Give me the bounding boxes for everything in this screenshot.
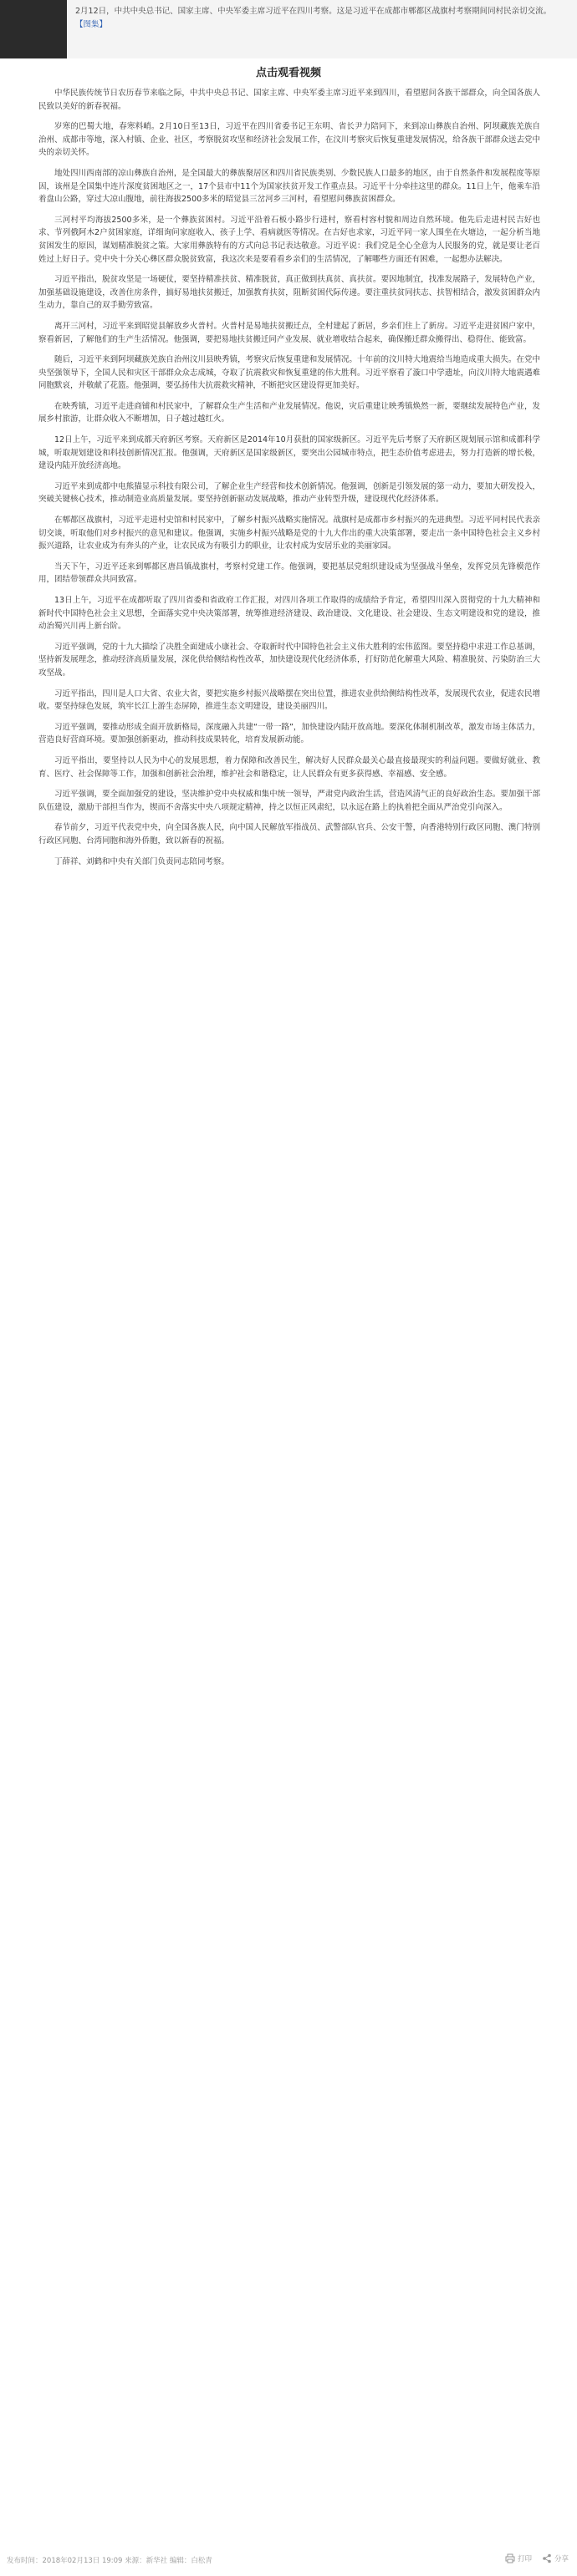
- share-button[interactable]: [542, 2553, 569, 2563]
- article-paragraph: 中华民族传统节日农历春节来临之际，中共中央总书记、国家主席、中央军委主席习近平来到四川，看望慰问各族干部群众，向全国各族人民致以美好的新春祝福。: [38, 89, 540, 111]
- article-paragraph: 随后，习近平来到阿坝藏族羌族自治州汶川县映秀镇，考察灾后恢复重建和发展情况。十年前的汶川特大地震给当地造成重大损失。在党中央坚强领导下，全国人民和灾区干部群众众志成城，夺取了抗震救灾和恢复重建的伟大胜利。习近平察看了漩口中学遗址，向汶川特大地震遇难同胞默哀，并敬献了花篮。他强调，要弘扬伟大抗震救灾精神，不断把灾区建设得更加美好。: [38, 355, 540, 391]
- photo-caption-block: [0, 0, 577, 58]
- article-paragraph: 地处四川西南部的凉山彝族自治州，是全国最大的彝族聚居区和四川省民族类别、少数民族人口最多的地区，由于自然条件和发展程度等原因，该州是全国集中连片深度贫困地区之一，17个县市中11个为国家扶贫开发工作重点县。习近平十分牵挂这里的群众。11日上午，他乘车沿着盘山公路，穿过大凉山腹地，前往海拔2500多米的昭觉县三岔河乡三河村，看望慰问彝族贫困群众。: [38, 168, 540, 205]
- gallery-link[interactable]: 【图集】: [75, 20, 108, 29]
- article-paragraph: 习近平指出，要坚持以人民为中心的发展思想，着力保障和改善民生，解决好人民群众最关心最直接最现实的利益问题。要做好就业、教育、医疗、社会保障等工作，加强和创新社会治理，维护社会和谐稳定，让人民群众有更多获得感、幸福感、安全感。: [38, 755, 540, 779]
- article-paragraph: 习近平来到成都中电熊猫显示科技有限公司，了解企业生产经营和技术创新情况。他强调，创新是引领发展的第一动力，要加大研发投入，突破关键核心技术，推动制造业高质量发展。要坚持创新驱动发展战略，推动产业转型升级，建设现代化经济体系。: [38, 481, 540, 505]
- article-paragraph: 习近平强调，要全面加强党的建设，坚决维护党中央权威和集中统一领导，严肃党内政治生活，营造风清气正的良好政治生态。要加强干部队伍建设，激励干部担当作为，锲而不舍落实中央八项规定精神，持之以恒正风肃纪，以永远在路上的执着把全面从严治党引向深入。: [38, 790, 540, 812]
- article-paragraph: 丁薛祥、刘鹤和中央有关部门负责同志陪同考察。: [54, 856, 230, 866]
- article-paragraph: 12日上午，习近平来到成都天府新区考察。天府新区是2014年10月获批的国家级新区。习近平先后考察了天府新区规划展示馆和成都科学城，听取规划建设和科技创新情况汇报。他强调，天府新区是国家级新区，要突出公园城市特点，把生态价值考虑进去，努力打造新的增长极，建设内陆开放经济高地。: [38, 435, 540, 471]
- article-paragraph: 习近平强调，党的十九大描绘了决胜全面建成小康社会、夺取新时代中国特色社会主义伟大胜利的宏伟蓝图。要坚持稳中求进工作总基调，坚持新发展理念，推动经济高质量发展，深化供给侧结构性改革，加快建设现代化经济体系，打好防范化解重大风险、精准脱贫、污染防治三大攻坚战。: [38, 642, 540, 678]
- article-footer: [0, 2552, 577, 2568]
- print-label: 打印: [517, 2555, 532, 2563]
- article-paragraph: 在郫都区战旗村，习近平走进村史馆和村民家中，了解乡村振兴战略实施情况。战旗村是成都市乡村振兴的先进典型。习近平同村民代表亲切交谈，听取他们对乡村振兴的意见和建议。他强调，实施乡村振兴战略是党的十九大作出的重大决策部署，要走出一条中国特色社会主义乡村振兴道路，让农业成为有奔头的产业，让农民成为有吸引力的职业，让农村成为安居乐业的美丽家园。: [38, 516, 540, 551]
- article-paragraph: 三河村平均海拔2500多米，是一个彝族贫困村。习近平沿着石板小路步行进村，察看村容村貌和周边自然环境。他先后走进村民吉好也求、节列俄阿木2户贫困家庭，详细询问家庭收入、孩子上学、看病就医等情况。在吉好也求家，习近平同一家人围坐在火塘边，一起分析当地贫困发生的原因，谋划精准脱贫之策。大家用彝族特有的方式向总书记表达敬意。习近平说：我们党是全心全意为人民服务的党，就是要让老百姓过上好日子。党中央十分关心彝区群众脱贫致富，我这次来是要看看乡亲们的生活情况，了解哪些方面还有困难，一起想办法解决。: [38, 215, 540, 264]
- caption-text: 2月12日，中共中央总书记、国家主席、中央军委主席习近平在四川考察。这是习近平在成都市郫都区战旗村考察期间同村民亲切交流。: [75, 7, 552, 16]
- article-paragraph: 习近平指出，脱贫攻坚是一场硬仗，要坚持精准扶贫、精准脱贫，真正做到扶真贫、真扶贫。要因地制宜，找准发展路子，发展特色产业，加强基础设施建设，改善住房条件，搞好易地扶贫搬迁，加强教育扶贫，阻断贫困代际传递。要注重扶贫同扶志、扶智相结合，激发贫困群众内生动力，靠自己的双手勤劳致富。: [38, 275, 540, 311]
- news-photo-thumbnail[interactable]: [0, 0, 67, 58]
- article-paragraph: 离开三河村，习近平来到昭觉县解放乡火普村。火普村是易地扶贫搬迁点，全村建起了新居，乡亲们住上了新房。习近平走进贫困户家中，察看新居，了解他们的生产生活情况。他强调，要把易地扶贫搬迁同产业发展、就业增收结合起来，确保搬迁群众搬得出、稳得住、能致富。: [38, 321, 540, 344]
- photo-caption: [75, 5, 560, 32]
- share-label: 分享: [554, 2555, 569, 2563]
- article-paragraph: 在映秀镇，习近平走进商铺和村民家中，了解群众生产生活和产业发展情况。他说，灾后重建让映秀镇焕然一新，要继续发展特色产业，发展乡村旅游，让群众收入不断增加，日子越过越红火。: [38, 401, 540, 424]
- article-paragraph: 习近平强调，要推动形成全面开放新格局，深度融入共建“一带一路”，加快建设内陆开放高地。要深化体制机制改革，激发市场主体活力，营造良好营商环境。要加强创新驱动，推动科技成果转化，培育发展新动能。: [38, 722, 540, 745]
- article-body: [38, 87, 540, 876]
- article-paragraph: 春节前夕，习近平代表党中央，向全国各族人民，向中国人民解放军指战员、武警部队官兵、公安干警，向香港特别行政区同胞、澳门特别行政区同胞、台湾同胞和海外侨胞，致以新春的祝福。: [38, 823, 540, 846]
- print-button[interactable]: [505, 2553, 532, 2563]
- publish-meta: 发布时间：2018年02月13日 19:09 来源：新华社 编辑：白松青: [7, 2557, 212, 2565]
- share-icon: [542, 2553, 552, 2563]
- article-paragraph: 习近平指出，四川是人口大省、农业大省，要把实施乡村振兴战略摆在突出位置，推进农业供给侧结构性改革，发展现代农业，促进农民增收。要坚持绿色发展，筑牢长江上游生态屏障，推进生态文明建设，建设美丽四川。: [38, 688, 540, 712]
- video-section-title[interactable]: 点击观看视频: [255, 67, 321, 79]
- article-paragraph: 当天下午，习近平还来到郫都区唐昌镇战旗村，考察村党建工作。他强调，要把基层党组织建设成为坚强战斗堡垒，发挥党员先锋模范作用，团结带领群众共同致富。: [38, 561, 540, 585]
- article-actions: [505, 2553, 569, 2563]
- article-paragraph: 岁寒的巴蜀大地，春寒料峭。2月10日至13日，习近平在四川省委书记王东明、省长尹力陪同下，来到凉山彝族自治州、阿坝藏族羌族自治州、成都市等地，深入村镇、企业、社区，考察脱贫攻坚和经济社会发展工作，在汶川考察灾后恢复重建发展情况，给各族干部群众送去党中央的亲切关怀。: [38, 122, 540, 158]
- article-paragraph: 13日上午，习近平在成都听取了四川省委和省政府工作汇报，对四川各项工作取得的成绩给予肯定，希望四川深入贯彻党的十九大精神和新时代中国特色社会主义思想，全面落实党中央决策部署，统筹推进经济建设、政治建设、文化建设、社会建设、生态文明建设和党的建设，推动治蜀兴川再上新台阶。: [38, 596, 540, 632]
- print-icon: [505, 2553, 515, 2563]
